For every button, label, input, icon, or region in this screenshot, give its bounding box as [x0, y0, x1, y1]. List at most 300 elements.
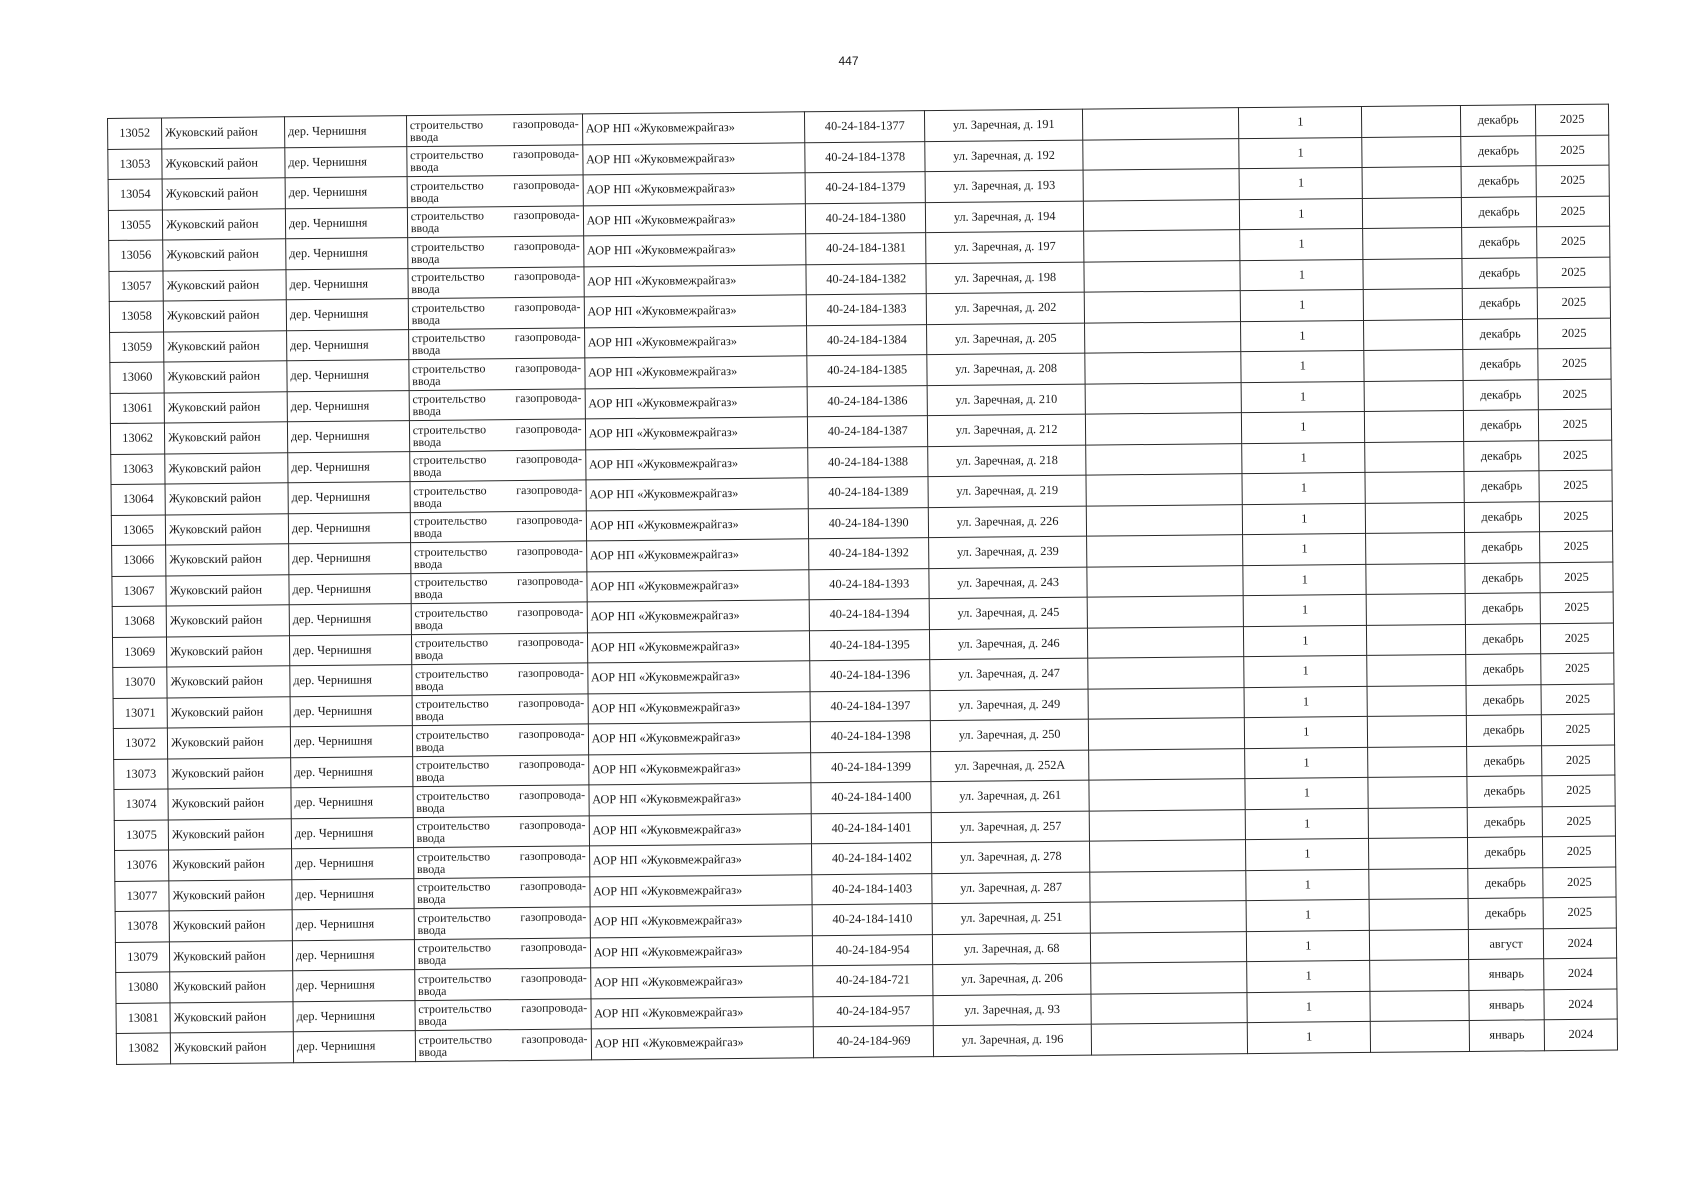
address-cell: ул. Заречная, д. 198 [926, 262, 1085, 294]
work-type-word-pipeline: газопровода- [514, 329, 581, 345]
work-type-word-pipeline: газопровода- [517, 573, 584, 589]
district-cell: Жуковский район [165, 483, 288, 515]
work-type-word-pipeline: газопровода- [521, 1031, 588, 1046]
district-cell: Жуковский район [167, 727, 290, 759]
quantity-cell: 1 [1245, 747, 1368, 779]
address-cell: ул. Заречная, д. 212 [927, 414, 1086, 446]
row-number: 13063 [111, 453, 165, 484]
work-type-word-pipeline: газопровода- [517, 634, 584, 650]
work-type-line2: ввода [418, 983, 447, 998]
empty-cell [1091, 992, 1247, 1024]
month-cell: декабрь [1468, 867, 1543, 898]
work-type-word-construction: строительство [416, 818, 490, 834]
work-type-word-construction: строительство [415, 696, 489, 712]
work-type-cell [412, 754, 588, 786]
empty-cell [1363, 288, 1462, 319]
cadastral-number-cell: 40-24-184-1379 [805, 172, 925, 204]
work-type-word-pipeline: газопровода- [516, 512, 583, 528]
empty-cell [1365, 502, 1464, 533]
empty-cell [1084, 199, 1240, 231]
work-type-word-construction: строительство [411, 300, 485, 315]
quantity-cell: 1 [1247, 930, 1370, 962]
month-cell: декабрь [1467, 806, 1542, 837]
row-number: 13079 [115, 941, 169, 972]
settlement-cell: дер. Чернишня [288, 512, 410, 544]
work-type-word-construction: строительство [412, 391, 486, 407]
organization-cell: АОР НП «Жуковмежрайгаз» [584, 264, 807, 297]
empty-cell [1089, 779, 1245, 811]
cadastral-number-cell: 40-24-184-1382 [806, 263, 926, 295]
organization-cell: АОР НП «Жуковмежрайгаз» [587, 661, 810, 694]
district-cell: Жуковский район [167, 666, 290, 698]
month-cell: декабрь [1468, 898, 1543, 929]
month-cell: декабрь [1466, 715, 1541, 746]
empty-cell [1368, 715, 1467, 746]
settlement-cell: дер. Чернишня [289, 634, 411, 666]
empty-cell [1089, 718, 1245, 750]
empty-cell [1367, 654, 1466, 685]
district-cell: Жуковский район [169, 910, 292, 942]
work-type-line2: ввода [413, 526, 443, 541]
address-cell: ул. Заречная, д. 191 [925, 109, 1084, 141]
cadastral-number-cell: 40-24-184-954 [813, 934, 933, 966]
cadastral-number-cell: 40-24-184-1401 [812, 812, 932, 844]
empty-cell [1088, 687, 1244, 719]
address-cell: ул. Заречная, д. 197 [926, 231, 1085, 263]
work-type-line1 [413, 483, 582, 497]
row-number: 13069 [112, 636, 166, 667]
row-number: 13067 [112, 575, 166, 606]
month-cell: декабрь [1464, 471, 1539, 502]
work-type-word-pipeline: газопровода- [513, 238, 580, 253]
district-cell: Жуковский район [162, 117, 285, 149]
year-cell: 2025 [1541, 714, 1614, 745]
work-type-line2: ввода [418, 1044, 448, 1059]
year-cell: 2024 [1544, 989, 1617, 1020]
settlement-cell: дер. Чернишня [288, 451, 410, 483]
work-type-word-pipeline: газопровода- [519, 787, 586, 802]
organization-cell: АОР НП «Жуковмежрайгаз» [586, 508, 809, 541]
organization-cell: АОР НП «Жуковмежрайгаз» [590, 905, 813, 938]
row-number: 13052 [108, 118, 162, 149]
row-number: 13061 [110, 392, 164, 423]
work-type-line1 [418, 971, 587, 985]
work-type-line1 [414, 605, 583, 619]
work-type-word-pipeline: газопровода- [520, 970, 587, 985]
empty-cell [1089, 748, 1245, 780]
work-type-line2: ввода [410, 160, 439, 175]
address-cell: ул. Заречная, д. 278 [932, 841, 1091, 873]
settlement-cell: дер. Чернишня [286, 299, 408, 331]
work-type-line2: ввода [416, 861, 446, 876]
work-type-cell [415, 1029, 591, 1061]
year-cell: 2025 [1540, 531, 1613, 562]
district-cell: Жуковский район [166, 574, 289, 606]
organization-cell: АОР НП «Жуковмежрайгаз» [589, 844, 812, 877]
work-type-cell [411, 632, 587, 664]
row-number: 13054 [108, 179, 162, 210]
work-type-cell [413, 815, 589, 847]
empty-cell [1368, 746, 1467, 777]
work-type-word-construction: строительство [414, 605, 488, 620]
address-cell: ул. Заречная, д. 243 [929, 567, 1088, 599]
month-cell: декабрь [1461, 135, 1536, 166]
work-type-cell [414, 907, 590, 939]
address-cell: ул. Заречная, д. 202 [926, 292, 1085, 324]
work-type-word-construction: строительство [418, 1001, 492, 1017]
cadastral-number-cell: 40-24-184-1381 [806, 233, 926, 265]
work-type-cell [414, 876, 590, 908]
empty-cell [1367, 624, 1466, 655]
row-number: 13082 [116, 1033, 170, 1064]
year-cell: 2025 [1536, 135, 1609, 166]
organization-cell: АОР НП «Жуковмежрайгаз» [584, 295, 807, 328]
empty-cell [1085, 321, 1241, 353]
work-type-word-pipeline: газопровода- [514, 299, 581, 314]
work-type-line2: ввода [412, 434, 442, 449]
empty-cell [1369, 898, 1468, 929]
month-cell: декабрь [1462, 288, 1537, 319]
quantity-cell: 1 [1247, 991, 1370, 1023]
month-cell: январь [1469, 1020, 1544, 1051]
district-cell: Жуковский район [163, 208, 286, 240]
organization-cell: АОР НП «Жуковмежрайгаз» [584, 325, 807, 358]
quantity-cell: 1 [1246, 808, 1369, 840]
work-type-word-pipeline: газопровода- [518, 726, 585, 741]
work-type-line2: ввода [411, 343, 441, 358]
quantity-cell: 1 [1247, 960, 1370, 992]
work-type-word-construction: строительство [411, 330, 486, 346]
organization-cell: АОР НП «Жуковмежрайгаз» [583, 234, 806, 267]
month-cell: декабрь [1461, 196, 1536, 227]
address-cell: ул. Заречная, д. 226 [928, 506, 1087, 538]
organization-cell: АОР НП «Жуковмежрайгаз» [589, 874, 812, 907]
row-number: 13074 [114, 789, 168, 820]
settlement-cell: дер. Чернишня [289, 573, 411, 605]
empty-cell [1083, 138, 1239, 170]
work-type-line2: ввода [416, 831, 446, 846]
work-type-cell [411, 571, 587, 603]
address-cell: ул. Заречная, д. 251 [932, 902, 1091, 934]
empty-cell [1085, 382, 1241, 414]
address-cell: ул. Заречная, д. 93 [933, 994, 1092, 1026]
work-type-line2: ввода [415, 678, 444, 693]
quantity-cell: 1 [1243, 564, 1366, 596]
empty-cell [1089, 809, 1245, 841]
organization-cell: АОР НП «Жуковмежрайгаз» [588, 691, 811, 724]
work-type-word-pipeline: газопровода- [519, 848, 586, 863]
cadastral-number-cell: 40-24-184-1396 [810, 660, 930, 692]
empty-cell [1366, 532, 1465, 563]
work-type-word-construction: строительство [417, 971, 492, 986]
address-cell: ул. Заречная, д. 210 [927, 384, 1086, 416]
month-cell: декабрь [1463, 318, 1538, 349]
work-type-line1 [416, 727, 585, 741]
cadastral-number-cell: 40-24-184-1392 [809, 538, 929, 570]
district-cell: Жуковский район [164, 361, 287, 393]
quantity-cell: 1 [1240, 228, 1363, 260]
district-cell: Жуковский район [164, 391, 287, 423]
row-number: 13078 [115, 911, 169, 942]
year-cell: 2025 [1541, 653, 1614, 684]
work-type-word-construction: строительство [413, 513, 487, 529]
work-type-cell [413, 785, 589, 817]
organization-cell: АОР НП «Жуковмежрайгаз» [589, 783, 812, 816]
work-type-cell [407, 205, 583, 237]
work-type-line1 [419, 1032, 588, 1046]
organization-cell: АОР НП «Жуковмежрайгаз» [588, 752, 811, 785]
work-type-word-construction: строительство [409, 117, 484, 132]
settlement-cell: дер. Чернишня [285, 207, 407, 239]
settlement-cell: дер. Чернишня [287, 390, 409, 422]
month-cell: декабрь [1463, 410, 1538, 441]
cadastral-number-cell: 40-24-184-1402 [812, 843, 932, 875]
cadastral-number-cell: 40-24-184-1383 [807, 294, 927, 326]
work-type-line2: ввода [415, 709, 444, 724]
empty-cell [1091, 962, 1247, 994]
empty-cell [1365, 471, 1464, 502]
settlement-cell: дер. Чернишня [293, 970, 415, 1002]
work-type-word-construction: строительство [416, 788, 490, 803]
cadastral-number-cell: 40-24-184-1393 [809, 568, 929, 600]
work-type-line2: ввода [415, 739, 445, 754]
settlement-cell: дер. Чернишня [286, 238, 408, 270]
empty-cell [1365, 441, 1464, 472]
row-number: 13065 [111, 514, 165, 545]
settlement-cell: дер. Чернишня [291, 848, 413, 880]
year-cell: 2025 [1542, 806, 1615, 837]
organization-cell: АОР НП «Жуковмежрайгаз» [586, 478, 809, 511]
work-type-cell [409, 449, 585, 481]
year-cell: 2025 [1539, 440, 1612, 471]
quantity-cell: 1 [1240, 198, 1363, 230]
settlement-cell: дер. Чернишня [290, 665, 412, 697]
empty-cell [1370, 990, 1469, 1021]
year-cell: 2025 [1538, 348, 1611, 379]
settlement-cell: дер. Чернишня [286, 268, 408, 300]
quantity-cell: 1 [1243, 503, 1366, 535]
work-type-cell [409, 388, 585, 420]
month-cell: декабрь [1466, 684, 1541, 715]
district-cell: Жуковский район [170, 1001, 293, 1033]
work-type-line1 [417, 910, 586, 924]
district-cell: Жуковский район [170, 971, 293, 1003]
work-type-cell [408, 297, 584, 329]
quantity-cell: 1 [1245, 777, 1368, 809]
address-cell: ул. Заречная, д. 252А [931, 750, 1090, 782]
quantity-cell: 1 [1246, 869, 1369, 901]
settlement-cell: дер. Чернишня [293, 1031, 415, 1063]
organization-cell: АОР НП «Жуковмежрайгаз» [586, 569, 809, 602]
district-cell: Жуковский район [162, 178, 285, 210]
district-cell: Жуковский район [165, 422, 288, 454]
work-type-cell [413, 846, 589, 878]
settlement-cell: дер. Чернишня [284, 116, 406, 148]
address-cell: ул. Заречная, д. 287 [932, 872, 1091, 904]
month-cell: декабрь [1463, 349, 1538, 380]
district-cell: Жуковский район [165, 513, 288, 545]
cadastral-number-cell: 40-24-184-1410 [812, 904, 932, 936]
work-type-word-pipeline: газопровода- [521, 1000, 588, 1016]
quantity-cell: 1 [1240, 259, 1363, 291]
work-type-line1 [417, 849, 586, 863]
empty-cell [1084, 230, 1240, 262]
row-number: 13066 [112, 545, 166, 576]
empty-cell [1368, 807, 1467, 838]
month-cell: декабрь [1462, 227, 1537, 258]
cadastral-number-cell: 40-24-184-969 [814, 1026, 934, 1058]
settlement-cell: дер. Чернишня [291, 817, 413, 849]
settlement-cell: дер. Чернишня [293, 1000, 415, 1032]
work-type-line2: ввода [417, 922, 446, 937]
work-type-line1 [410, 117, 579, 131]
year-cell: 2025 [1535, 104, 1608, 135]
page-number: 447 [838, 54, 859, 68]
work-type-line2: ввода [414, 587, 443, 602]
cadastral-number-cell: 40-24-184-1387 [808, 416, 928, 448]
quantity-cell: 1 [1243, 533, 1366, 565]
empty-cell [1370, 929, 1469, 960]
work-type-word-pipeline: газопровода- [513, 177, 580, 192]
month-cell: январь [1469, 989, 1544, 1020]
work-type-line2: ввода [415, 770, 445, 785]
address-cell: ул. Заречная, д. 219 [928, 475, 1087, 507]
row-number: 13053 [108, 148, 162, 179]
work-type-word-construction: строительство [414, 574, 488, 590]
work-type-word-pipeline: газопровода- [515, 390, 582, 406]
month-cell: август [1468, 928, 1543, 959]
work-type-line2: ввода [413, 465, 442, 480]
work-type-word-pipeline: газопровода- [518, 695, 585, 711]
organization-cell: АОР НП «Жуковмежрайгаз» [587, 600, 810, 633]
empty-cell [1370, 1020, 1469, 1051]
district-cell: Жуковский район [169, 849, 292, 881]
empty-cell [1088, 657, 1244, 689]
district-cell: Жуковский район [168, 757, 291, 789]
district-cell: Жуковский район [163, 300, 286, 332]
work-type-word-pipeline: газопровода- [517, 604, 584, 619]
row-number: 13071 [113, 697, 167, 728]
row-number: 13056 [109, 240, 163, 271]
settlement-cell: дер. Чернишня [291, 787, 413, 819]
year-cell: 2025 [1543, 897, 1616, 928]
work-type-word-construction: строительство [417, 879, 491, 895]
empty-cell [1090, 901, 1246, 933]
address-cell: ул. Заречная, д. 205 [927, 323, 1086, 355]
work-type-line2: ввода [412, 404, 441, 419]
work-type-line1 [411, 239, 580, 253]
work-type-line2: ввода [412, 373, 441, 388]
district-cell: Жуковский район [163, 239, 286, 271]
month-cell: декабрь [1462, 257, 1537, 288]
organization-cell: АОР НП «Жуковмежрайгаз» [591, 1027, 814, 1060]
empty-cell [1086, 443, 1242, 475]
cadastral-number-cell: 40-24-184-957 [813, 995, 933, 1027]
address-cell: ул. Заречная, д. 245 [929, 597, 1088, 629]
empty-cell [1362, 167, 1461, 198]
month-cell: декабрь [1468, 837, 1543, 868]
organization-cell: АОР НП «Жуковмежрайгаз» [585, 417, 808, 450]
empty-cell [1087, 596, 1243, 628]
work-type-cell [414, 937, 590, 969]
year-cell: 2025 [1541, 684, 1614, 715]
work-type-word-construction: строительство [412, 422, 487, 437]
work-type-word-pipeline: газопровода- [520, 939, 587, 955]
cadastral-number-cell: 40-24-184-721 [813, 965, 933, 997]
organization-cell: АОР НП «Жуковмежрайгаз» [586, 539, 809, 572]
work-type-line1 [410, 178, 579, 192]
address-cell: ул. Заречная, д. 68 [932, 933, 1091, 965]
year-cell: 2025 [1542, 745, 1615, 776]
district-cell: Жуковский район [166, 605, 289, 637]
cadastral-number-cell: 40-24-184-1397 [810, 690, 930, 722]
quantity-cell: 1 [1244, 594, 1367, 626]
empty-cell [1363, 258, 1462, 289]
work-type-word-construction: строительство [418, 1032, 492, 1047]
work-type-word-pipeline: газопровода- [519, 878, 587, 894]
work-type-word-construction: строительство [413, 544, 488, 559]
year-cell: 2025 [1540, 623, 1613, 654]
work-type-cell [408, 266, 584, 298]
address-cell: ул. Заречная, д. 250 [930, 719, 1089, 751]
empty-cell [1366, 593, 1465, 624]
work-type-word-pipeline: газопровода- [518, 756, 585, 772]
work-type-word-construction: строительство [414, 635, 489, 651]
work-type-word-pipeline: газопровода- [513, 207, 580, 223]
settlement-cell: дер. Чернишня [290, 726, 412, 758]
address-cell: ул. Заречная, д. 194 [925, 201, 1084, 233]
organization-cell: АОР НП «Жуковмежрайгаз» [587, 630, 810, 663]
empty-cell [1083, 108, 1239, 140]
work-type-word-construction: строительство [413, 483, 487, 498]
district-cell: Жуковский район [168, 818, 291, 850]
address-cell: ул. Заречная, д. 257 [931, 811, 1090, 843]
month-cell: декабрь [1467, 745, 1542, 776]
empty-cell [1087, 535, 1243, 567]
work-type-word-pipeline: газопровода- [516, 482, 583, 497]
row-number: 13073 [114, 758, 168, 789]
cadastral-number-cell: 40-24-184-1395 [810, 629, 930, 661]
work-type-word-pipeline: газопровода- [519, 817, 586, 833]
settlement-cell: дер. Чернишня [291, 756, 413, 788]
row-number: 13072 [113, 728, 167, 759]
settlement-cell: дер. Чернишня [287, 360, 409, 392]
work-type-cell [407, 175, 583, 207]
empty-cell [1365, 410, 1464, 441]
quantity-cell: 1 [1242, 381, 1365, 413]
empty-cell [1083, 169, 1239, 201]
work-type-line2: ввода [417, 953, 447, 968]
cadastral-number-cell: 40-24-184-1385 [807, 355, 927, 387]
row-number: 13060 [110, 362, 164, 393]
year-cell: 2025 [1537, 287, 1610, 318]
empty-cell [1085, 352, 1241, 384]
work-type-line1 [412, 361, 581, 375]
work-type-line2: ввода [410, 190, 439, 205]
address-cell: ул. Заречная, д. 193 [925, 170, 1084, 202]
work-type-word-construction: строительство [415, 757, 490, 773]
gas-connection-table [107, 104, 1618, 1065]
work-type-word-pipeline: газопровода- [517, 665, 585, 680]
year-cell: 2025 [1540, 562, 1613, 593]
quantity-cell: 1 [1244, 655, 1367, 687]
month-cell: январь [1469, 959, 1544, 990]
empty-cell [1087, 504, 1243, 536]
month-cell: декабрь [1464, 440, 1539, 471]
work-type-cell [408, 327, 584, 359]
work-type-cell [407, 144, 583, 176]
work-type-cell [415, 998, 591, 1030]
